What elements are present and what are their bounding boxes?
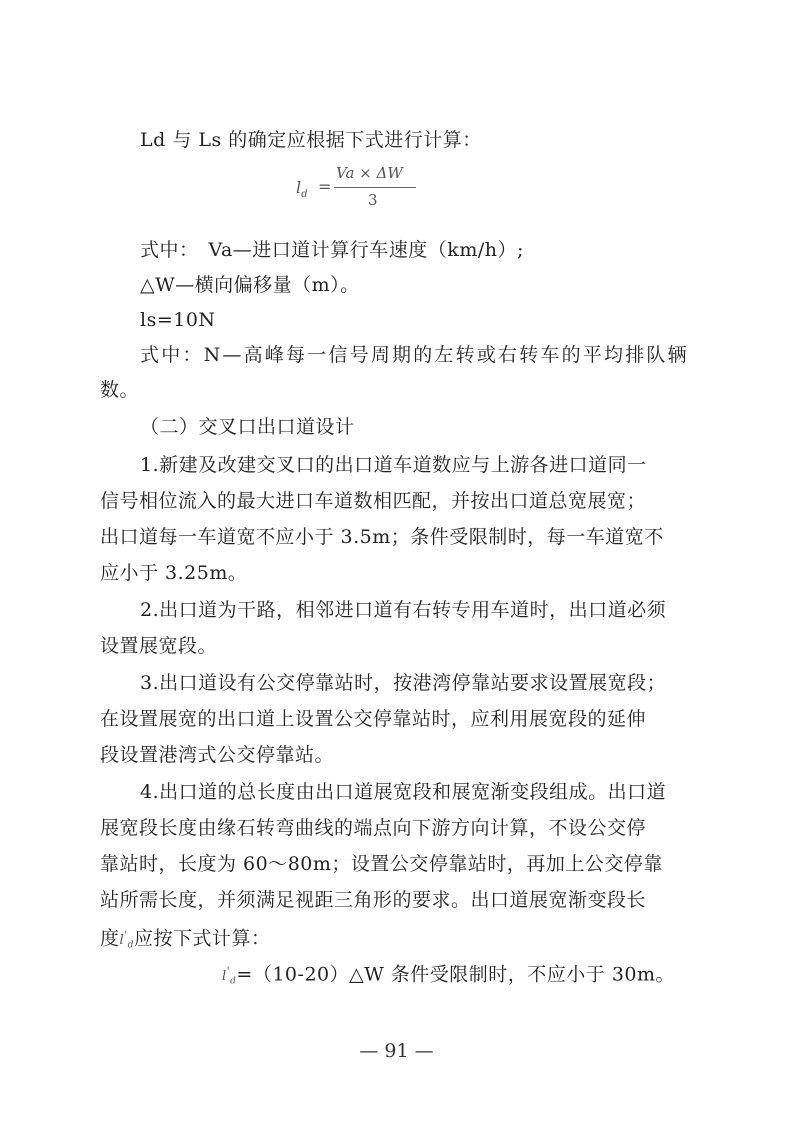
para-4-line-1: 4.出口道的总长度由出口道展宽段和展宽渐变段组成。出口道 bbox=[140, 781, 667, 803]
para-2-line-1: 2.出口道为干路，相邻进口道有右转专用车道时，出口道必须 bbox=[140, 599, 667, 621]
para-3-line-3: 段设置港湾式公交停靠站。 bbox=[100, 744, 335, 766]
section-heading: （二）交叉口出口道设计 bbox=[140, 416, 355, 438]
formula-lhs: $l_d$ bbox=[296, 178, 308, 201]
para-4-line-5-pre: 度 bbox=[100, 927, 120, 950]
taper-formula-text: =（10-20）△W 条件受限制时，不应小于 30m。 bbox=[236, 963, 676, 986]
para-3-line-1: 3.出口道设有公交停靠站时，按港湾停靠站要求设置展宽段； bbox=[140, 672, 667, 694]
para-4-line-2: 展宽段长度由缘石转弯曲线的端点向下游方向计算，不设公交停 bbox=[100, 817, 647, 839]
ld-prime-symbol-2: $l'_d$ bbox=[222, 965, 237, 987]
para-1-line-2: 信号相位流入的最大进口车道数相匹配，并按出口道总宽展宽； bbox=[100, 490, 647, 512]
formula-denominator: 3 bbox=[368, 191, 378, 209]
para-4-line-5 bbox=[100, 924, 270, 958]
para-1-line-4: 应小于 3.25m。 bbox=[100, 562, 248, 584]
ld-formula bbox=[296, 160, 426, 220]
para-1-line-1: 1.新建及改建交叉口的出口道车道数应与上游各进口道同一 bbox=[140, 454, 647, 476]
para-2-line-2: 设置展宽段。 bbox=[100, 635, 218, 657]
intro-line: Ld 与 Ls 的确定应根据下式进行计算： bbox=[140, 129, 482, 151]
definition-n: 式中：N—高峰每一信号周期的左转或右转车的平均排队辆 bbox=[140, 344, 689, 366]
para-4-line-3: 靠站时，长度为 60～80m；设置公交停靠站时，再加上公交停靠 bbox=[100, 853, 663, 875]
definition-va: 式中： Va—进口道计算行车速度（km/h）; bbox=[140, 239, 524, 261]
ls-formula: ls=10N bbox=[140, 309, 216, 331]
ld-prime-symbol: $l'_d$ bbox=[119, 929, 134, 951]
page-number: — 91 — bbox=[359, 1040, 434, 1062]
definition-n-cont: 数。 bbox=[100, 379, 140, 401]
formula-numerator: Va × ΔW bbox=[336, 164, 403, 182]
taper-formula-line bbox=[222, 960, 675, 994]
para-4-line-4: 站所需长度，并须满足视距三角形的要求。出口道展宽渐变段长 bbox=[100, 889, 647, 911]
fraction-bar bbox=[334, 187, 416, 188]
definition-dw: △W—横向偏移量（m）。 bbox=[140, 274, 360, 296]
para-3-line-2: 在设置展宽的出口道上设置公交停靠站时，应利用展宽段的延伸 bbox=[100, 708, 647, 730]
para-1-line-3: 出口道每一车道宽不应小于 3.5m；条件受限制时，每一车道宽不 bbox=[100, 526, 664, 548]
para-4-line-5-post: 应按下式计算： bbox=[133, 927, 271, 950]
formula-equals: = bbox=[318, 177, 332, 196]
